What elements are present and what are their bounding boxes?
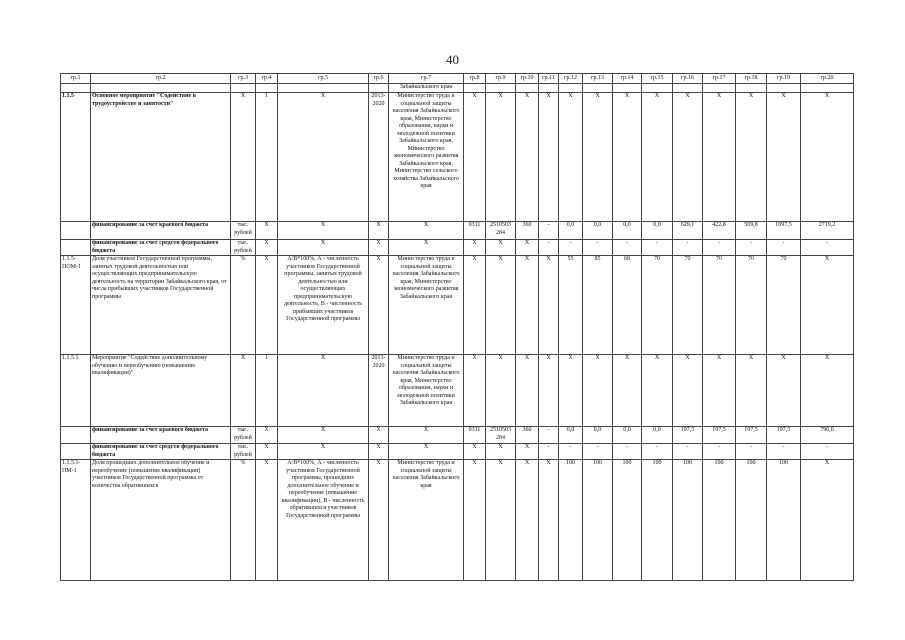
table-cell [703,84,736,93]
table-cell: X [369,427,389,444]
table-cell [516,84,539,93]
table-cell: X [464,256,486,355]
column-header: гр.20 [801,74,854,84]
table-cell: - [642,240,673,256]
table-cell [61,240,91,256]
table-cell [559,84,583,93]
table-cell: 2510503 284 [486,222,516,240]
table-cell [539,84,559,93]
table-cell: X [583,93,613,222]
table-cell [767,84,801,93]
table-cell: - [673,240,703,256]
table-cell: А/В*100%, А - численность участников Государственной программы, занятых трудовой деятельностью или осуществляющих предпринимательскую деятельность, В - численность прибывших участников Государственной программы [278,256,369,355]
table-cell: Министерство труда и социальной защиты населения Забайкальского края, Министерство экономического развития Забайкальского края [389,256,464,355]
table-cell [61,222,91,240]
table-cell [486,84,516,93]
table-cell: - [703,444,736,460]
table-cell: 0,0 [583,222,613,240]
table-cell: X [278,444,369,460]
table-cell [369,84,389,93]
table-row [61,444,854,460]
table-cell [583,84,613,93]
table-cell: X [486,256,516,355]
table-cell: 2719,2 [801,222,854,240]
table-cell: 197,5 [673,427,703,444]
table-cell: X [736,355,767,427]
table-cell: 100 [767,460,801,581]
table-cell: - [559,240,583,256]
column-header: гр.2 [91,74,231,84]
program-table [60,73,854,581]
column-header: гр.15 [642,74,673,84]
table-cell: X [486,93,516,222]
column-header: гр.14 [613,74,642,84]
table-cell: - [736,444,767,460]
table-cell: Министерство труда и социальной защиты населения Забайкальского края, Министерство образования, науки и молодежной политики Забайкальского края, Министерство экономического развития Забайкальского края, Министерство сельского хозяйства Забайкальского края [389,93,464,222]
table-cell: X [767,355,801,427]
table-cell: 360 [516,427,539,444]
table-cell: X [278,427,369,444]
table-cell: 1.1.5 [61,93,91,222]
table-cell: 100 [583,460,613,581]
table-cell: Мероприятие "Содействие дополнительному обучению и переобучению (повышению квалификации)" [91,355,231,427]
table-row [61,256,854,355]
table-cell: 0,0 [642,427,673,444]
table-cell: X [516,93,539,222]
column-header: гр.7 [389,74,464,84]
table-cell: 0,0 [559,222,583,240]
table-cell: % [231,460,256,581]
table-cell [61,84,91,93]
table-cell: X [516,355,539,427]
table-cell: 100 [673,460,703,581]
table-cell: 1.1.5-ПОМ-1 [61,256,91,355]
table-cell: X [486,444,516,460]
table-cell: X [539,460,559,581]
table-cell: - [673,444,703,460]
table-cell: Доля участников Государственной программы, занятых трудовой деятельностью или осуществляющих предпринимательскую деятельность на территории Забайкальского края, от числа прибывших участников Государственной программы [91,256,231,355]
table-cell: - [736,240,767,256]
table-cell: X [486,355,516,427]
page-number: 40 [446,52,459,67]
table-cell: X [256,427,278,444]
table-row [61,240,854,256]
table-cell: 422,8 [703,222,736,240]
table-cell: финансирование за счет средств федерального бюджета [91,444,231,460]
table-cell: 0,0 [642,222,673,240]
table-cell: 55 [559,256,583,355]
table-row [61,84,854,93]
table-cell: X [278,355,369,427]
table-cell: X [389,444,464,460]
table-cell: 2013-2020 [369,355,389,427]
table-cell: 790,0 [801,427,854,444]
table-cell: 100 [613,460,642,581]
table-cell: X [801,355,854,427]
table-cell: 197,5 [736,427,767,444]
column-header: гр.1 [61,74,91,84]
table-cell: тыс. рублей [231,427,256,444]
table-cell: X [389,427,464,444]
table-cell [231,84,256,93]
table-cell: - [583,240,613,256]
table-cell: X [642,355,673,427]
table-cell: X [516,444,539,460]
table-cell: - [767,444,801,460]
table-cell: 2510503 284 [486,427,516,444]
table-cell: X [389,240,464,256]
table-cell: X [369,256,389,355]
table-cell: X [673,355,703,427]
table-cell: 1 [256,93,278,222]
table-row [61,460,854,581]
column-header: гр.17 [703,74,736,84]
table-cell: 0,0 [583,427,613,444]
table-cell: Забайкальского края [389,84,464,93]
table-cell: X [801,460,854,581]
table-cell: - [539,240,559,256]
table-cell: X [516,256,539,355]
column-header: гр.5 [278,74,369,84]
column-header: гр.6 [369,74,389,84]
column-header: гр.3 [231,74,256,84]
table-cell: % [231,256,256,355]
table-cell: 100 [559,460,583,581]
table-cell [464,84,486,93]
table-cell [673,84,703,93]
table-cell: X [464,460,486,581]
table-cell: X [539,93,559,222]
table-cell: X [559,93,583,222]
column-header: гр.19 [767,74,801,84]
table-cell: X [278,240,369,256]
table-cell: 70 [673,256,703,355]
table-cell: X [613,355,642,427]
column-header: гр.9 [486,74,516,84]
table-cell: X [516,460,539,581]
table-cell: финансирование за счет средств федерального бюджета [91,240,231,256]
table-cell: X [369,240,389,256]
table-cell: X [736,93,767,222]
table-cell: X [256,222,278,240]
table-cell: - [583,444,613,460]
table-cell: Основное мероприятие "Содействие в трудоустройстве и занятости" [91,93,231,222]
table-cell: X [278,93,369,222]
table-cell: - [559,444,583,460]
table-cell: - [801,240,854,256]
table-cell [61,444,91,460]
table-cell: X [464,240,486,256]
column-header: гр.10 [516,74,539,84]
table-cell: X [703,355,736,427]
column-header: гр.16 [673,74,703,84]
table-cell [91,84,231,93]
table-cell: 2013-2020 [369,93,389,222]
table-cell: 100 [642,460,673,581]
table-cell: 197,5 [703,427,736,444]
table-cell [642,84,673,93]
column-header: гр.13 [583,74,613,84]
table-cell: X [801,256,854,355]
column-header: гр.4 [256,74,278,84]
table-cell: 68 [613,256,642,355]
table-cell: - [539,427,559,444]
table-cell: Доля прошедших дополнительное обучение и переобучение (повышение квалификации) участников Государственной программы от количества обратившихся [91,460,231,581]
table-cell: - [767,240,801,256]
table-cell [736,84,767,93]
table-cell: тыс. рублей [231,444,256,460]
table-cell: 70 [767,256,801,355]
table-cell: 0311 [464,222,486,240]
table-row [61,222,854,240]
table-cell: - [613,444,642,460]
table-cell: X [516,240,539,256]
table-cell: тыс. рублей [231,222,256,240]
table-cell: 197,5 [767,427,801,444]
table-cell: - [539,444,559,460]
column-header: гр.12 [559,74,583,84]
table-cell: X [559,355,583,427]
table-cell: 70 [642,256,673,355]
table-row [61,355,854,427]
table-cell: X [464,355,486,427]
table-cell: 629,1 [673,222,703,240]
table-cell [256,84,278,93]
table-cell: X [801,93,854,222]
table-cell: X [539,355,559,427]
table-cell: 1.1.5.1-ПМ-1 [61,460,91,581]
table-cell: 569,8 [736,222,767,240]
table-cell: X [256,460,278,581]
table-cell: Министерство труда и социальной защиты населения Забайкальского края [389,460,464,581]
table-cell: X [767,93,801,222]
table-cell: А/В*100%, А - численность участников Государственной программы, прошедших дополнительное обучение и переобучение (повышение квалификации), В - численность обратившихся участников Государственной программы [278,460,369,581]
table-cell [613,84,642,93]
table-cell: X [673,93,703,222]
table-cell: Министерство труда и социальной защиты населения Забайкальского края, Министерство образования, науки и молодежной политики Забайкальского края [389,355,464,427]
table-cell [278,84,369,93]
table-cell: 1.1.5.1 [61,355,91,427]
table-cell: X [486,240,516,256]
table-cell: X [464,444,486,460]
table-cell: X [256,444,278,460]
table-cell: X [369,444,389,460]
table-cell: X [703,93,736,222]
table-cell: X [278,222,369,240]
table-cell: - [539,222,559,240]
header-row [61,74,854,84]
table-cell: X [389,222,464,240]
table-cell: X [486,460,516,581]
table-cell: финансирование за счет краевого бюджета [91,427,231,444]
table-cell: X [369,222,389,240]
table-cell: 85 [583,256,613,355]
table-cell: X [583,355,613,427]
table-cell: 0311 [464,427,486,444]
table-cell: тыс. рублей [231,240,256,256]
table-cell: X [464,93,486,222]
table-cell: 70 [703,256,736,355]
table-cell [801,84,854,93]
column-header: гр.8 [464,74,486,84]
table-row [61,427,854,444]
table-cell: - [642,444,673,460]
table-cell: финансирование за счет краевого бюджета [91,222,231,240]
table-row [61,93,854,222]
table-cell: - [703,240,736,256]
table-cell: X [369,460,389,581]
table-cell: 360 [516,222,539,240]
table-cell [61,427,91,444]
table-cell: 1 [256,355,278,427]
table-cell: X [231,355,256,427]
table-cell: X [642,93,673,222]
table-cell: X [231,93,256,222]
column-header: гр.18 [736,74,767,84]
table-cell: X [256,240,278,256]
table-cell: X [256,256,278,355]
table-cell: 100 [736,460,767,581]
table-cell: 0,0 [613,427,642,444]
table-cell: 100 [703,460,736,581]
table-cell: 1097,5 [767,222,801,240]
column-header: гр.11 [539,74,559,84]
table-cell: 70 [736,256,767,355]
table-cell: 0,0 [559,427,583,444]
table-cell: 0,0 [613,222,642,240]
table-cell: X [539,256,559,355]
table-cell: - [613,240,642,256]
table-cell: X [613,93,642,222]
table-cell: - [801,444,854,460]
